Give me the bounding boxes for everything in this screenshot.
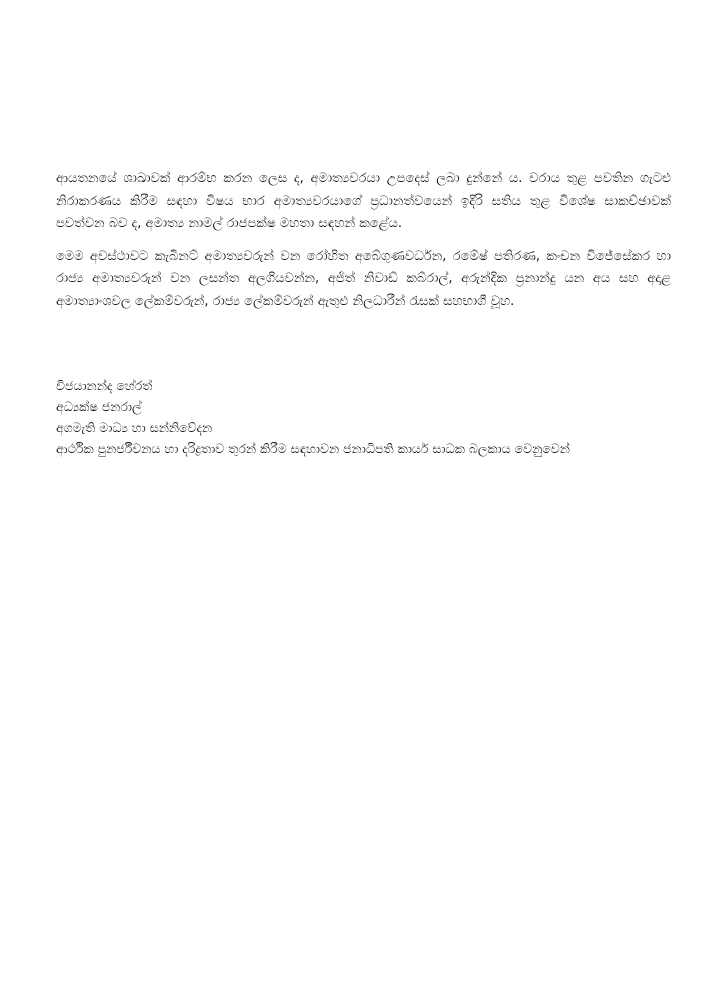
body-paragraph-2: මෙම අවස්ථාවට කැබිනට් අමාත්‍යවරුන් වන රෝහිත අබේගුණවර්ධන, රමේෂ් පතිරණ, කංචන විජේසේකර හා රාජ්‍ය අමාත්‍යවරුන් වන ලසන්ත අලගියවන්න, අජිත් නිවාඩ් කබ්රාල්, අරුන්දික ප්‍රනාන්දු යන අය සහ අදාළ අමාත්‍යාංශවල ලේකම්වරුන්, රාජ්‍ය ලේකම්වරුන් ඇතුළු නිලධාරීන් රැසක් සහභාගී වූහ. xyxy=(56,248,671,309)
signatory-name: විජයානන්ද හේරත් xyxy=(56,378,153,393)
signatory-department: අගමැති මාධ්‍ය හා සන්නිවේදන xyxy=(56,420,213,435)
signatory-title: අධ්‍යක්ෂ ජනරාල් xyxy=(56,399,142,414)
signatory-organization: ආර්ථික පුනර්ජීවනය හා දරිද්‍රතාව තුරන් කිරීම සඳහාවන ජනාධිපති කාර්ය සාධක බලකාය වෙනුවෙන් xyxy=(56,441,570,456)
body-paragraph-1: ආයතනයේ ශාඛාවක් ආරම්භ කරන ලෙස ද, අමාත්‍යවරයා උපදෙස් ලබා දුන්නේ ය. වරාය තුළ පවතින ගැටළු නිරාකරණය කිරීම සඳහා විෂය භාර අමාත්‍යවරයාගේ ප්‍රධානත්වයෙන් ඉදිරි සතිය තුළ විශේෂ සාකච්ඡාවක් පවත්වන බව ද, අමාත්‍ය නාමල් රාජපක්ෂ මහතා සඳහන් කළේය. xyxy=(56,171,671,231)
document-body xyxy=(56,168,671,313)
signature-block xyxy=(56,375,696,459)
